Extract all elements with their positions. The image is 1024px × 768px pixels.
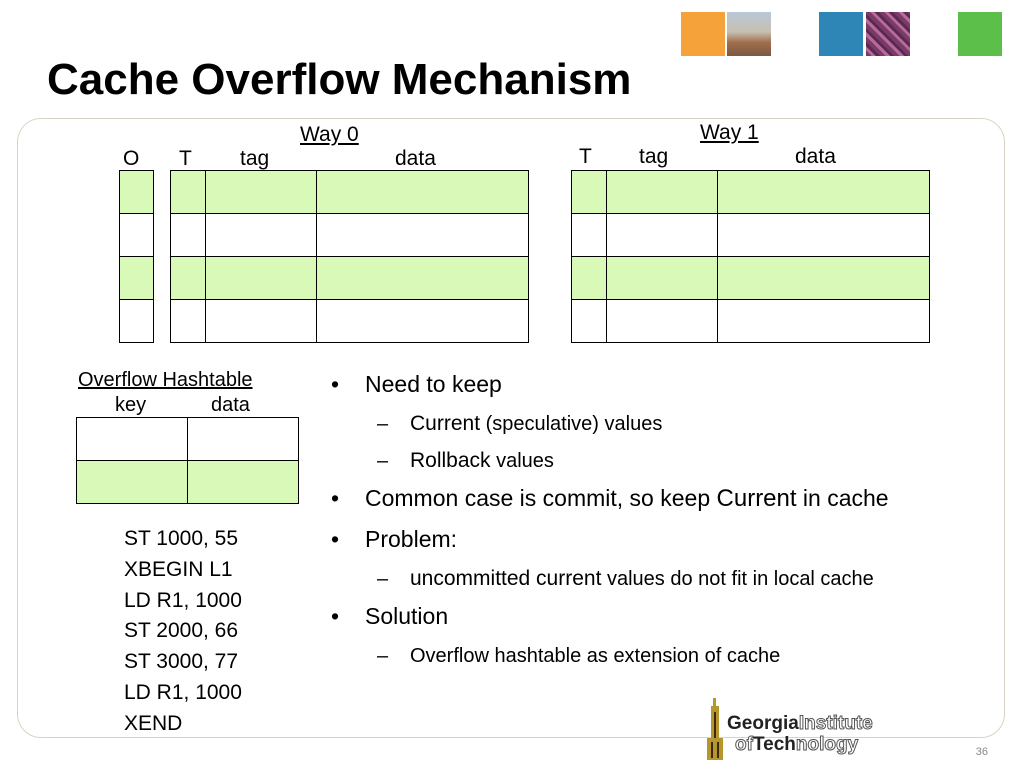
hashtable-header-data: data	[211, 394, 250, 416]
way0-label: Way 0	[300, 123, 359, 146]
table-row	[572, 257, 930, 300]
green-square-icon	[958, 12, 1002, 56]
way1-label: Way 1	[700, 121, 759, 144]
sub-bullet-item: – uncommitted current values do not fit in local cache	[325, 563, 1015, 600]
code-line: LD R1, 1000	[124, 680, 242, 704]
table-row	[171, 171, 529, 214]
sub-bullet-item: – Rollback values	[325, 445, 1015, 482]
hashtable-table	[76, 417, 299, 504]
code-line: ST 3000, 77	[124, 650, 239, 674]
table-row	[572, 171, 930, 214]
dash-icon: –	[377, 645, 389, 667]
cache-cell	[120, 171, 154, 214]
way0-header-data: data	[395, 147, 436, 170]
code-line: ST 2000, 66	[124, 619, 239, 643]
dash-icon: –	[377, 413, 389, 435]
way1-header-data: data	[795, 145, 836, 168]
page-title: Cache Overflow Mechanism	[47, 55, 632, 104]
way0-header-tag: tag	[240, 147, 270, 170]
sub-bullet-item: – Overflow hashtable as extension of cache	[325, 640, 1015, 677]
table-row	[171, 214, 529, 257]
page-number: 36	[975, 746, 988, 758]
code-listing	[124, 524, 242, 740]
hashtable-title: Overflow Hashtable	[78, 369, 253, 391]
bullet-icon: •	[331, 371, 340, 397]
sub-bullet-item: – Current (speculative) values	[325, 408, 1015, 445]
georgia-tech-logo: GeorgiaInstitute ofTechnology	[705, 698, 905, 760]
cache-cell	[120, 257, 154, 300]
bullet-item: • Solution	[325, 600, 1015, 640]
way0-o-column	[119, 170, 154, 343]
bullet-icon: •	[331, 603, 340, 629]
blue-square-icon	[819, 12, 863, 56]
way1-header-tag: tag	[639, 145, 669, 168]
cache-cell	[120, 214, 154, 257]
bullet-list	[325, 368, 1015, 677]
bullet-icon: •	[331, 526, 340, 552]
code-line: ST 1000, 55	[124, 527, 239, 550]
table-row	[171, 257, 529, 300]
orange-square-icon	[681, 12, 725, 56]
code-line: XEND	[124, 711, 183, 735]
dash-icon: –	[377, 568, 389, 590]
bullet-item: • Problem:	[325, 523, 1015, 563]
way1-header-t: T	[579, 145, 592, 168]
bullet-icon: •	[331, 485, 340, 511]
dash-icon: –	[377, 450, 389, 472]
table-row	[77, 461, 299, 504]
table-row	[171, 300, 529, 343]
hashtable-header-key: key	[115, 394, 147, 416]
building-photo-icon	[727, 12, 771, 56]
way0-header-t: T	[179, 147, 192, 170]
way0-table	[170, 170, 529, 343]
table-row	[77, 418, 299, 461]
bullet-item: • Common case is commit, so keep Current in cache	[325, 482, 1015, 523]
cache-cell	[120, 300, 154, 343]
circuit-photo-icon	[866, 12, 910, 56]
table-row	[572, 214, 930, 257]
bullet-item: • Need to keep	[325, 368, 1015, 408]
table-row	[572, 300, 930, 343]
tower-icon	[705, 698, 727, 760]
code-line: XBEGIN L1	[124, 557, 233, 581]
code-line: LD R1, 1000	[124, 588, 242, 612]
way0-header-o: O	[123, 147, 140, 170]
way1-table	[571, 170, 930, 343]
